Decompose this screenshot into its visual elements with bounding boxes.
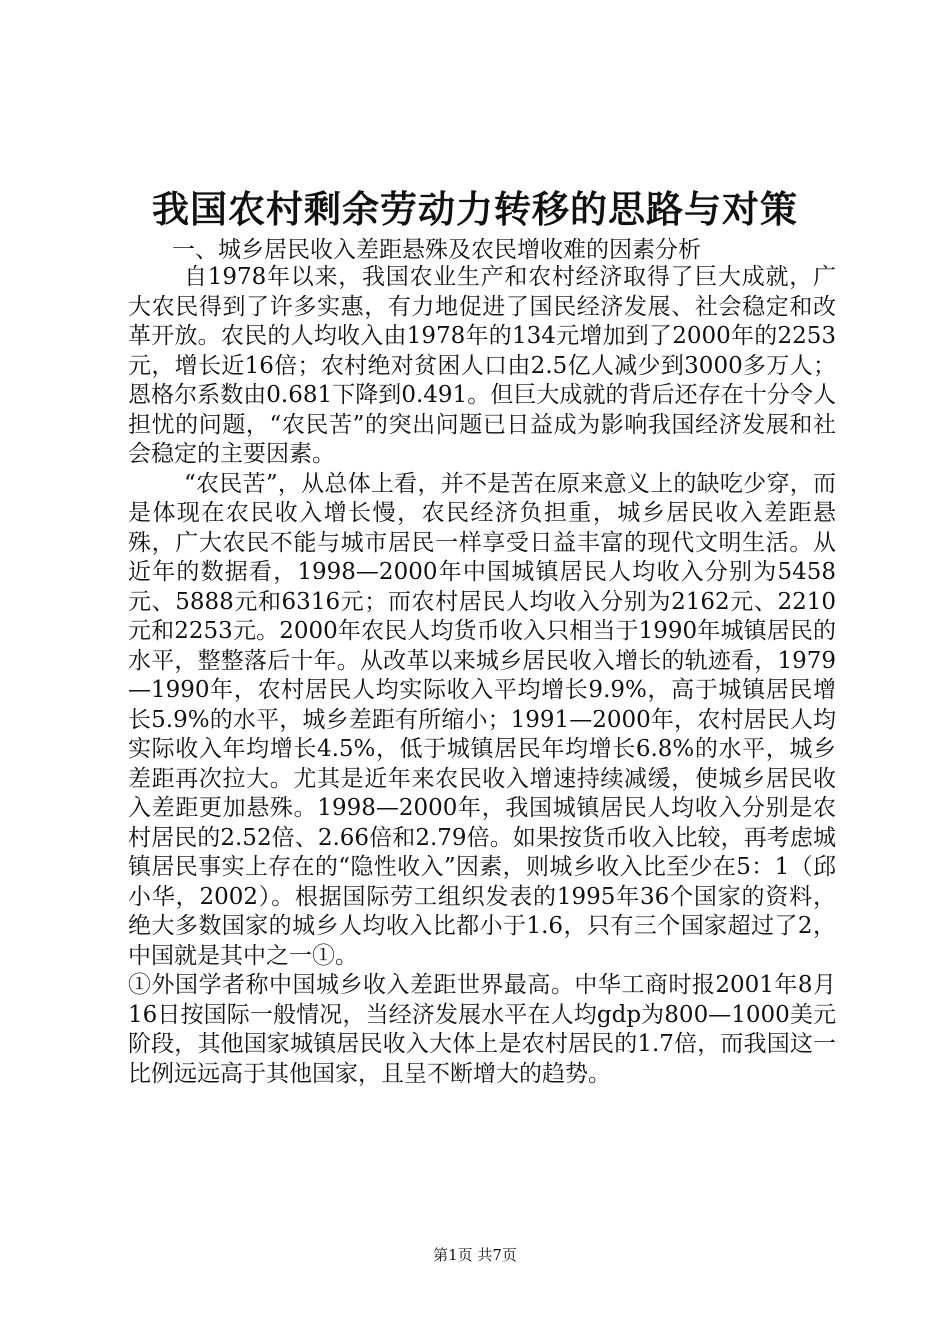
body-text — [128, 263, 836, 1089]
section-heading: 一、城乡居民收入差距悬殊及农民增收难的因素分析 — [172, 237, 701, 263]
page-footer: 第1页 共7页 — [433, 1246, 517, 1264]
paragraph-1: 自1978年以来，我国农业生产和农村经济取得了巨大成就，广大农民得到了许多实惠，有力地促进了国民经济发展、社会稳定和改革开放。农民的人均收入由1978年的134元增加到了2000年的2253元，增长近16倍；农村绝对贫困人口由2.5亿人减少到3000多万人；恩格尔系数由0.681下降到0.491。但巨大成就的背后还存在十分令人担忧的问题，“农民苦”的突出问题已日益成为影响我国经济发展和社会稳定的主要因素。 — [128, 264, 836, 467]
paragraph-footnote: ①外国学者称中国城乡收入差距世界最高。中华工商时报2001年8月16日按国际一般情况，当经济发展水平在人均gdp为800—1000美元阶段，其他国家城镇居民收入大体上是农村居民的1.7倍，而我国这一比例远远高于其他国家，且呈不断增大的趋势。 — [128, 972, 836, 1087]
paragraph-2: “农民苦”，从总体上看，并不是苦在原来意义上的缺吃少穿，而是体现在农民收入增长慢，农民经济负担重，城乡居民收入差距悬殊，广大农民不能与城市居民一样享受日益丰富的现代文明生活。从近年的数据看，1998—2000年中国城镇居民人均收入分别为5458元、5888元和6316元；而农村居民人均收入分别为2162元、2210元和2253元。2000年农民人均货币收入只相当于1990年城镇居民的水平，整整落后十年。从改革以来城乡居民收入增长的轨迹看，1979—1990年，农村居民人均实际收入平均增长9.9%，高于城镇居民增长5.9%的水平，城乡差距有所缩小；1991—2000年，农村居民人均实际收入年均增长4.5%，低于城镇居民年均增长6.8%的水平，城乡差距再次拉大。尤其是近年来农民收入增速持续减缓，使城乡居民收入差距更加悬殊。1998—2000年，我国城镇居民人均收入分别是农村居民的2.52倍、2.66倍和2.79倍。如果按货币收入比较，再考虑城镇居民事实上存在的“隐性收入”因素，则城乡收入比至少在5：1（邱小华，2002）。根据国际劳工组织发表的1995年36个国家的资料，绝大多数国家的城乡人均收入比都小于1.6，只有三个国家超过了2，中国就是其中之一①。 — [128, 470, 836, 969]
document-title: 我国农村剩余劳动力转移的思路与对策 — [152, 187, 798, 231]
